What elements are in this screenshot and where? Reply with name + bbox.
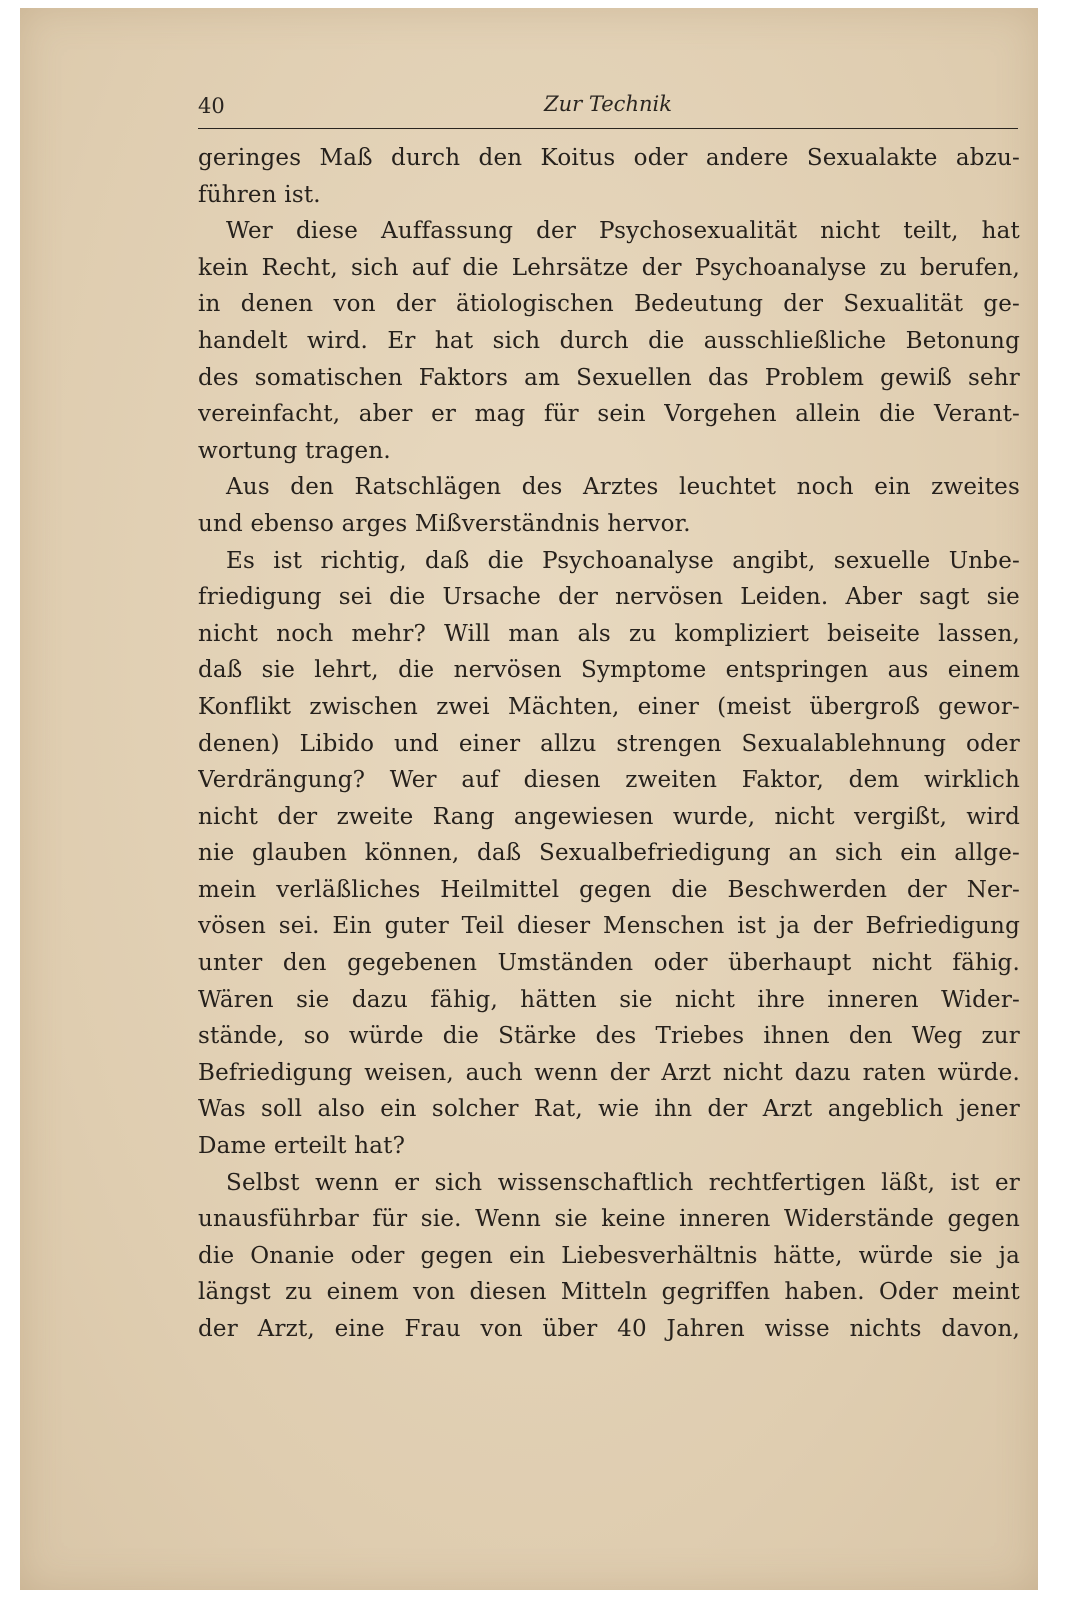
text-line: stände, so würde die Stärke des Triebes ihnen den Weg zur — [198, 1023, 1020, 1050]
text-line: wortung tragen. — [198, 437, 391, 464]
text-line: Wer diese Auffassung der Psychosexualität nicht teilt, hat — [226, 218, 1020, 245]
book-page — [20, 8, 1038, 1590]
body-text — [198, 140, 1020, 1348]
text-line: die Onanie oder gegen ein Liebesverhältnis hätte, würde sie ja — [198, 1242, 1020, 1269]
text-line: führen ist. — [198, 181, 321, 208]
text-line: Dame erteilt hat? — [198, 1133, 406, 1160]
text-line: Selbst wenn er sich wissenschaftlich rechtfertigen läßt, ist er — [226, 1169, 1020, 1196]
text-line: unausführbar für sie. Wenn sie keine inneren Widerstände gegen — [198, 1206, 1020, 1233]
text-line: längst zu einem von diesen Mitteln gegriffen haben. Oder meint — [198, 1279, 1020, 1306]
text-line: nicht noch mehr? Will man als zu kompliziert beiseite lassen, — [198, 620, 1020, 647]
text-line: denen) Libido und einer allzu strengen Sexualablehnung oder — [198, 730, 1020, 757]
text-line: nie glauben können, daß Sexualbefriedigung an sich ein allge- — [198, 840, 1020, 867]
text-line: Verdrängung? Wer auf diesen zweiten Faktor, dem wirklich — [198, 767, 1020, 794]
running-title: Zur Technik — [544, 92, 672, 116]
text-line: Was soll also ein solcher Rat, wie ihn der Arzt angeblich jener — [198, 1096, 1020, 1123]
page-number: 40 — [198, 94, 225, 118]
text-line: Aus den Ratschlägen des Arztes leuchtet noch ein zweites — [226, 474, 1020, 501]
text-line: daß sie lehrt, die nervösen Symptome entspringen aus einem — [198, 657, 1020, 684]
text-line: friedigung sei die Ursache der nervösen Leiden. Aber sagt sie — [198, 584, 1020, 611]
text-line: nicht der zweite Rang angewiesen wurde, nicht vergißt, wird — [198, 803, 1020, 830]
text-line: Wären sie dazu fähig, hätten sie nicht ihre inneren Wider- — [198, 986, 1020, 1013]
text-line: handelt wird. Er hat sich durch die ausschließliche Betonung — [198, 327, 1020, 354]
text-line: unter den gegebenen Umständen oder überhaupt nicht fähig. — [198, 950, 1020, 977]
text-line: vösen sei. Ein guter Teil dieser Menschen ist ja der Befriedigung — [198, 913, 1020, 940]
text-line: des somatischen Faktors am Sexuellen das Problem gewiß sehr — [198, 364, 1020, 391]
text-line: Es ist richtig, daß die Psychoanalyse angibt, sexuelle Unbe- — [226, 547, 1020, 574]
text-line: Konflikt zwischen zwei Mächten, einer (meist übergroß gewor- — [198, 693, 1020, 720]
text-line: in denen von der ätiologischen Bedeutung der Sexualität ge- — [198, 291, 1020, 318]
text-line: vereinfacht, aber er mag für sein Vorgehen allein die Verant- — [198, 401, 1020, 428]
text-line: der Arzt, eine Frau von über 40 Jahren wisse nichts davon, — [198, 1316, 1020, 1342]
text-line: Befriedigung weisen, auch wenn der Arzt nicht dazu raten würde. — [198, 1059, 1020, 1086]
text-line: kein Recht, sich auf die Lehrsätze der Psychoanalyse zu berufen, — [198, 254, 1020, 281]
text-line: und ebenso arges Mißverständnis hervor. — [198, 510, 691, 537]
page-header — [198, 88, 1018, 129]
text-line: mein verläßliches Heilmittel gegen die Beschwerden der Ner- — [198, 876, 1020, 903]
text-line: geringes Maß durch den Koitus oder andere Sexualakte abzu- — [198, 145, 1020, 171]
